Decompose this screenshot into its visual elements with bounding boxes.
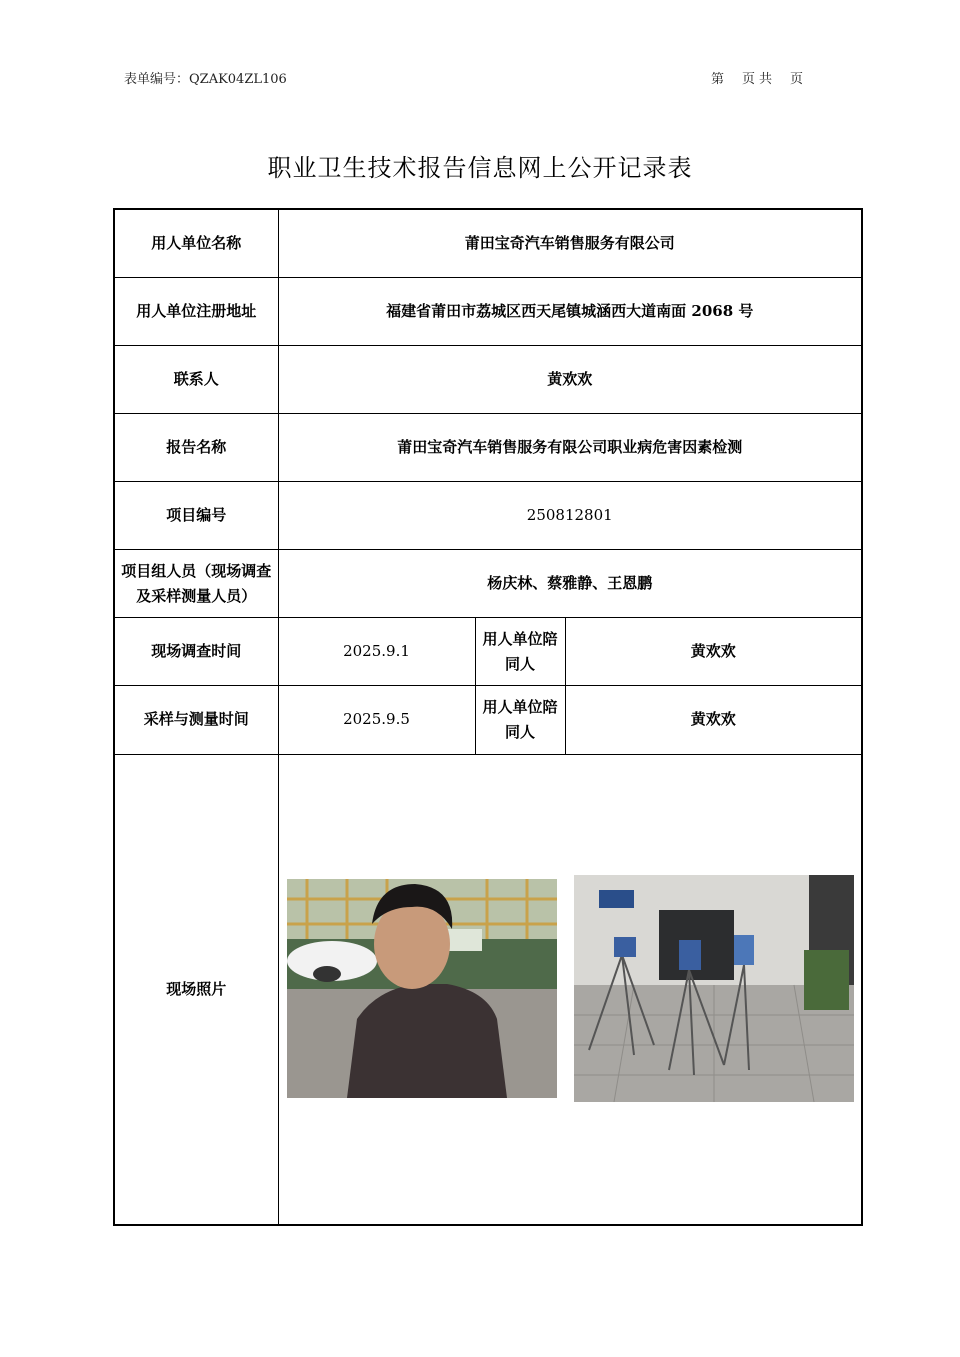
table-row <box>114 686 862 754</box>
sampling-time: 2025.9.5 <box>278 686 475 754</box>
table-row <box>114 550 862 618</box>
survey-escort: 黄欢欢 <box>565 618 862 686</box>
report-name: 莆田宝奇汽车销售服务有限公司职业病危害因素检测 <box>278 413 862 481</box>
form-number: 表单编号：QZAK04ZL106 <box>124 72 287 87</box>
employer-name-label: 用人单位名称 <box>114 209 278 277</box>
site-photo-worker <box>287 879 557 1098</box>
survey-time: 2025.9.1 <box>278 618 475 686</box>
page-gong: 共 <box>759 72 773 87</box>
photos-container <box>279 755 862 1225</box>
photos-cell <box>278 754 862 1225</box>
page-di: 第 <box>711 72 725 87</box>
table-row <box>114 754 862 1225</box>
page-counter <box>711 68 821 87</box>
project-no: 250812801 <box>278 482 862 550</box>
employer-address-label: 用人单位注册地址 <box>114 277 278 345</box>
page-ye: 页 <box>742 72 756 87</box>
team-label: 项目组人员（现场调查及采样测量人员） <box>114 550 278 618</box>
sampling-escort-label: 用人单位陪同人 <box>475 686 565 754</box>
page-ye2: 页 <box>790 72 804 87</box>
page-title: 职业卫生技术报告信息网上公开记录表 <box>267 154 693 182</box>
report-name-label: 报告名称 <box>114 413 278 481</box>
contact-label: 联系人 <box>114 345 278 413</box>
employer-address: 福建省莆田市荔城区西天尾镇城涵西大道南面 2068 号 <box>278 277 862 345</box>
table-row <box>114 209 862 277</box>
project-no-label: 项目编号 <box>114 482 278 550</box>
team-members: 杨庆林、蔡雅静、王恩鹏 <box>278 550 862 618</box>
table-row <box>114 482 862 550</box>
table-row <box>114 277 862 345</box>
site-photo-equipment <box>574 875 854 1102</box>
contact-value: 黄欢欢 <box>278 345 862 413</box>
photos-label: 现场照片 <box>114 754 278 1225</box>
sampling-time-label: 采样与测量时间 <box>114 686 278 754</box>
employer-name: 莆田宝奇汽车销售服务有限公司 <box>278 209 862 277</box>
record-table <box>113 208 863 1226</box>
survey-escort-label: 用人单位陪同人 <box>475 618 565 686</box>
sampling-escort: 黄欢欢 <box>565 686 862 754</box>
table-row <box>114 618 862 686</box>
survey-time-label: 现场调查时间 <box>114 618 278 686</box>
table-row <box>114 345 862 413</box>
table-row <box>114 413 862 481</box>
